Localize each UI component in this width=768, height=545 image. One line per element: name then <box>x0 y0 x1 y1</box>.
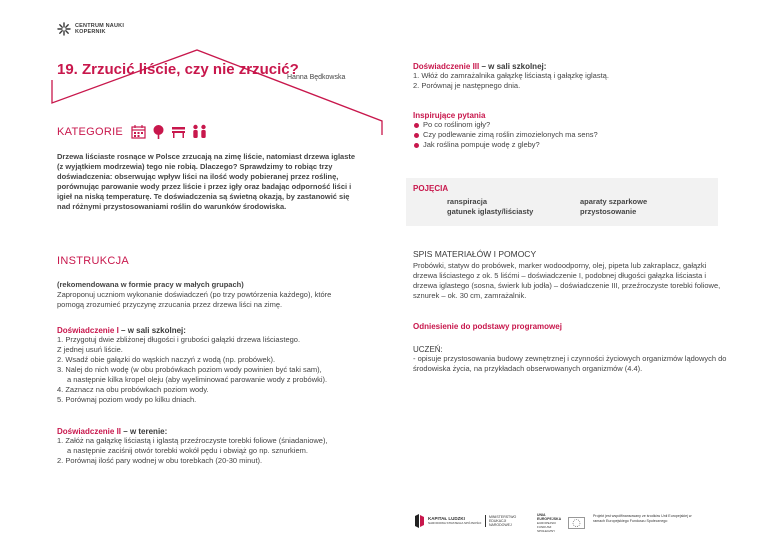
logo-line2: KOPERNIK <box>75 29 106 35</box>
exp2-where: – w terenie: <box>123 427 168 436</box>
pojecia-heading: POJĘCIA <box>413 184 449 193</box>
kategorie-icons <box>131 124 208 139</box>
author: Hanna Będkowska <box>287 74 346 81</box>
term: przystosowanie <box>580 207 637 216</box>
page-title: 19. Zrzucić liście, czy nie zrzucić? <box>57 61 299 78</box>
term: gatunek iglasty/liściasty <box>447 207 534 216</box>
exp1-step: 5. Porównaj poziom wody po kilku dniach. <box>57 395 197 404</box>
pojecia-col2 <box>580 197 647 217</box>
ue-logo <box>537 513 585 533</box>
footer-logos <box>413 512 733 534</box>
instrukcja-heading: INSTRUKCJA <box>57 255 130 267</box>
calendar-icon <box>131 124 146 139</box>
pytania <box>413 111 733 150</box>
exp2-step: 1. Załóż na gałązkę liściastą i iglastą przeźroczyste torebki foliowe (śniadaniowe), <box>57 436 328 445</box>
ministerstwo-logo: MINISTERSTWO EDUKACJI NARODOWEJ <box>485 515 529 527</box>
exp3 <box>413 62 733 91</box>
exp1-step: a następnie kilka kropel oleju (aby wyeliminować parowanie wody z probówki). <box>67 375 328 384</box>
podstawa <box>413 322 731 374</box>
instrukcja-subheading: (rekomendowana w formie pracy w małych grupach) <box>57 280 244 289</box>
exp1-heading <box>57 326 377 335</box>
kapital-ludzki-icon <box>413 514 425 528</box>
ue-sub: EUROPEJSKI FUNDUSZ SPOŁECZNY <box>537 521 557 533</box>
projekt-note: Projekt jest współfinansowany ze środków Unii Europejskiej w ramach Europejskiego Funduszu Społecznego <box>593 514 692 523</box>
exp2-heading <box>57 427 377 436</box>
exp3-where: – w sali szkolnej: <box>481 62 547 71</box>
exp1-where: – w sali szkolnej: <box>121 326 186 335</box>
exp1-step: 1. Przygotuj dwie zbliżonej długości i grubości gałązki drzewa liściastego. <box>57 335 301 344</box>
exp1-step: Z jednej usuń liście. <box>57 345 123 354</box>
pytania-list <box>413 120 733 150</box>
spis-heading: SPIS MATERIAŁÓW I POMOCY <box>413 249 537 259</box>
exp2-title: Doświadczenie II <box>57 427 122 436</box>
kapital-sub: NARODOWA STRATEGIA SPÓJNOŚCI <box>428 521 482 525</box>
podstawa-heading: Odniesienie do podstawy programowej <box>413 322 562 331</box>
logo <box>57 22 124 36</box>
list-item: Po co roślinom igły? <box>413 120 733 130</box>
list-item: Jak roślina pompuje wodę z gleby? <box>413 140 733 150</box>
logo-line1: CENTRUM NAUKI <box>75 23 125 29</box>
kategorie <box>57 124 208 139</box>
podstawa-uczen: UCZEŃ: <box>413 345 443 354</box>
kapital-text: KAPITAŁ LUDZKI <box>428 516 465 521</box>
exp1 <box>57 326 377 405</box>
tree-icon <box>151 124 166 139</box>
exp3-step: 2. Porównaj je następnego dnia. <box>413 81 521 90</box>
term: ranspiracja <box>447 197 488 206</box>
exp1-step: 2. Wsadź obie gałązki do wąskich naczyń z wodą (np. probówek). <box>57 355 276 364</box>
exp3-title: Doświadczenie III <box>413 62 480 71</box>
kategorie-label: KATEGORIE <box>57 125 124 138</box>
star-logo-icon <box>57 22 71 36</box>
instrukcja-text: Zaproponuj uczniom wykonanie doświadczeń (po trzy powtórzenia każdego), które pomogą zrozumieć przyczynę zrzucania przez drzewa liści na zimę. <box>57 290 332 309</box>
intro-text: Drzewa liściaste rosnące w Polsce zrzucają na zimę liście, natomiast drzewa iglaste (z wyjątkiem modrzewia) tego nie robią. Dlaczego? Sprawdzimy to robiąc trzy doświadczenia: obserwując wpływ liści na ilość wody pobieranej przez roślinę, porównując parowanie wody przez liście i przez igły oraz badając odporność liści i igieł na niską temperaturę. Te doświadczenia są świetną okazją, by zastanowić się nad różnymi przystosowaniami roślin do warunków środowiska. <box>57 152 356 211</box>
podstawa-text: - opisuje przystosowania budowy zewnętrznej i czynności życiowych organizmów lądowych do środowiska życia, na przykładach obserwowanych organizmów (4.4). <box>413 354 727 373</box>
exp1-step: 3. Nalej do nich wodę (w obu probówkach poziom wody powinien być taki sam), <box>57 365 322 374</box>
exp1-title: Doświadczenie I <box>57 326 119 335</box>
logo-text <box>75 23 124 35</box>
exp2-step: 2. Porównaj ilość pary wodnej w obu torebkach (20-30 minut). <box>57 456 263 465</box>
exp1-step: 4. Zaznacz na obu probówkach poziom wody. <box>57 385 209 394</box>
list-item: Czy podlewanie zimą roślin zimozielonych ma sens? <box>413 130 733 140</box>
exp3-step: 1. Włóż do zamrażalnika gałązkę liściastą i gałązkę iglastą. <box>413 71 609 80</box>
ue-text: UNIA EUROPEJSKA <box>537 513 562 521</box>
bench-icon <box>171 124 186 139</box>
eu-flag-icon <box>568 517 585 529</box>
pojecia-col1 <box>447 197 533 217</box>
pytania-heading: Inspirujące pytania <box>413 111 486 120</box>
term: aparaty szparkowe <box>580 197 648 206</box>
exp3-heading <box>413 62 733 71</box>
exp2-step: a następnie zaciśnij otwór torebki wokół pędu i obwiąż go np. sznurkiem. <box>67 446 308 455</box>
spis <box>413 249 731 301</box>
kapital-ludzki-logo <box>413 514 481 528</box>
people-icon <box>191 124 208 139</box>
spis-text: Probówki, statyw do probówek, marker wodoodporny, olej, pipeta lub zakraplacz, gałązki drzewa liściastego z ok. 5 liśćmi – doświadczenie I, podobnej długości gałązka liściasta i drzewa iglastego (sosna, świerk lub jodła) – doświadczenie III, przeźroczyste torebki foliowe, sznurek – ok. 30 cm, zamrażalnik. <box>413 261 721 300</box>
exp2 <box>57 427 377 466</box>
